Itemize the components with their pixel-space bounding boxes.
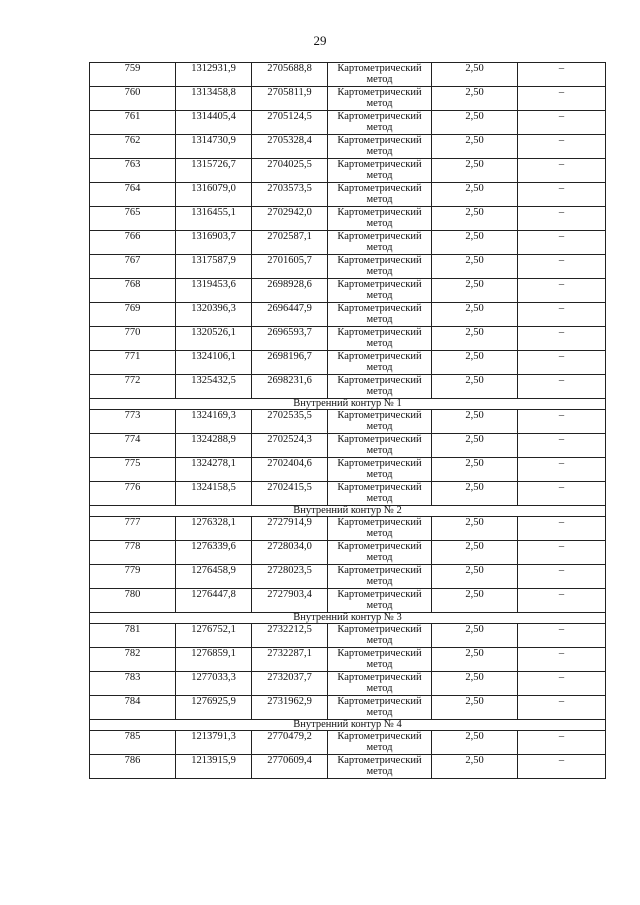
table-row: [90, 63, 606, 87]
description-cell: –: [518, 672, 606, 696]
table-row: [90, 731, 606, 755]
method-cell: Картометрический метод: [328, 410, 432, 434]
table-row: [90, 159, 606, 183]
method-cell: Картометрический метод: [328, 458, 432, 482]
contour-label: Внутренний контур № 1: [90, 399, 606, 410]
description-cell: –: [518, 482, 606, 506]
table-row: [90, 279, 606, 303]
x-coordinate-cell: 1312931,9: [176, 63, 252, 87]
method-cell: Картометрический метод: [328, 87, 432, 111]
y-coordinate-cell: 2702404,6: [252, 458, 328, 482]
point-number-cell: 786: [90, 755, 176, 779]
y-coordinate-cell: 2770609,4: [252, 755, 328, 779]
table-row: [90, 517, 606, 541]
table-row: [90, 327, 606, 351]
x-coordinate-cell: 1314405,4: [176, 111, 252, 135]
description-cell: –: [518, 410, 606, 434]
method-cell: Картометрический метод: [328, 624, 432, 648]
y-coordinate-cell: 2731962,9: [252, 696, 328, 720]
accuracy-cell: 2,50: [432, 207, 518, 231]
x-coordinate-cell: 1316903,7: [176, 231, 252, 255]
coordinates-table: [89, 62, 606, 779]
table-row: [90, 207, 606, 231]
table-row: [90, 434, 606, 458]
x-coordinate-cell: 1276859,1: [176, 648, 252, 672]
y-coordinate-cell: 2702942,0: [252, 207, 328, 231]
point-number-cell: 759: [90, 63, 176, 87]
accuracy-cell: 2,50: [432, 183, 518, 207]
method-cell: Картометрический метод: [328, 231, 432, 255]
y-coordinate-cell: 2705811,9: [252, 87, 328, 111]
description-cell: –: [518, 207, 606, 231]
x-coordinate-cell: 1325432,5: [176, 375, 252, 399]
y-coordinate-cell: 2732212,5: [252, 624, 328, 648]
method-cell: Картометрический метод: [328, 517, 432, 541]
accuracy-cell: 2,50: [432, 482, 518, 506]
method-cell: Картометрический метод: [328, 482, 432, 506]
description-cell: –: [518, 696, 606, 720]
table-row: [90, 696, 606, 720]
contour-header-row: [90, 506, 606, 517]
y-coordinate-cell: 2698231,6: [252, 375, 328, 399]
point-number-cell: 781: [90, 624, 176, 648]
description-cell: –: [518, 255, 606, 279]
point-number-cell: 762: [90, 135, 176, 159]
point-number-cell: 766: [90, 231, 176, 255]
x-coordinate-cell: 1324106,1: [176, 351, 252, 375]
accuracy-cell: 2,50: [432, 231, 518, 255]
point-number-cell: 780: [90, 589, 176, 613]
y-coordinate-cell: 2696447,9: [252, 303, 328, 327]
x-coordinate-cell: 1324158,5: [176, 482, 252, 506]
point-number-cell: 779: [90, 565, 176, 589]
accuracy-cell: 2,50: [432, 541, 518, 565]
description-cell: –: [518, 327, 606, 351]
point-number-cell: 783: [90, 672, 176, 696]
method-cell: Картометрический метод: [328, 183, 432, 207]
point-number-cell: 765: [90, 207, 176, 231]
description-cell: –: [518, 63, 606, 87]
table-row: [90, 565, 606, 589]
y-coordinate-cell: 2702535,5: [252, 410, 328, 434]
point-number-cell: 770: [90, 327, 176, 351]
description-cell: –: [518, 159, 606, 183]
description-cell: –: [518, 375, 606, 399]
x-coordinate-cell: 1324278,1: [176, 458, 252, 482]
accuracy-cell: 2,50: [432, 63, 518, 87]
accuracy-cell: 2,50: [432, 410, 518, 434]
y-coordinate-cell: 2727903,4: [252, 589, 328, 613]
y-coordinate-cell: 2696593,7: [252, 327, 328, 351]
table-row: [90, 672, 606, 696]
x-coordinate-cell: 1320526,1: [176, 327, 252, 351]
method-cell: Картометрический метод: [328, 111, 432, 135]
contour-header-row: [90, 720, 606, 731]
accuracy-cell: 2,50: [432, 458, 518, 482]
x-coordinate-cell: 1320396,3: [176, 303, 252, 327]
description-cell: –: [518, 565, 606, 589]
x-coordinate-cell: 1277033,3: [176, 672, 252, 696]
point-number-cell: 772: [90, 375, 176, 399]
table-row: [90, 541, 606, 565]
table-row: [90, 458, 606, 482]
table-row: [90, 303, 606, 327]
method-cell: Картометрический метод: [328, 434, 432, 458]
accuracy-cell: 2,50: [432, 327, 518, 351]
method-cell: Картометрический метод: [328, 648, 432, 672]
point-number-cell: 784: [90, 696, 176, 720]
point-number-cell: 773: [90, 410, 176, 434]
accuracy-cell: 2,50: [432, 434, 518, 458]
method-cell: Картометрический метод: [328, 565, 432, 589]
table-row: [90, 231, 606, 255]
table-row: [90, 135, 606, 159]
description-cell: –: [518, 87, 606, 111]
method-cell: Картометрический метод: [328, 135, 432, 159]
contour-header-row: [90, 613, 606, 624]
y-coordinate-cell: 2703573,5: [252, 183, 328, 207]
method-cell: Картометрический метод: [328, 303, 432, 327]
accuracy-cell: 2,50: [432, 672, 518, 696]
method-cell: Картометрический метод: [328, 755, 432, 779]
point-number-cell: 785: [90, 731, 176, 755]
x-coordinate-cell: 1276925,9: [176, 696, 252, 720]
method-cell: Картометрический метод: [328, 541, 432, 565]
accuracy-cell: 2,50: [432, 135, 518, 159]
table-row: [90, 755, 606, 779]
y-coordinate-cell: 2698196,7: [252, 351, 328, 375]
point-number-cell: 760: [90, 87, 176, 111]
y-coordinate-cell: 2770479,2: [252, 731, 328, 755]
x-coordinate-cell: 1276458,9: [176, 565, 252, 589]
y-coordinate-cell: 2702587,1: [252, 231, 328, 255]
x-coordinate-cell: 1213915,9: [176, 755, 252, 779]
description-cell: –: [518, 303, 606, 327]
x-coordinate-cell: 1213791,3: [176, 731, 252, 755]
description-cell: –: [518, 589, 606, 613]
y-coordinate-cell: 2702524,3: [252, 434, 328, 458]
table-row: [90, 624, 606, 648]
description-cell: –: [518, 517, 606, 541]
accuracy-cell: 2,50: [432, 517, 518, 541]
contour-label: Внутренний контур № 3: [90, 613, 606, 624]
point-number-cell: 777: [90, 517, 176, 541]
point-number-cell: 778: [90, 541, 176, 565]
accuracy-cell: 2,50: [432, 303, 518, 327]
point-number-cell: 782: [90, 648, 176, 672]
x-coordinate-cell: 1276339,6: [176, 541, 252, 565]
method-cell: Картометрический метод: [328, 327, 432, 351]
x-coordinate-cell: 1317587,9: [176, 255, 252, 279]
accuracy-cell: 2,50: [432, 731, 518, 755]
contour-header-row: [90, 399, 606, 410]
method-cell: Картометрический метод: [328, 672, 432, 696]
point-number-cell: 761: [90, 111, 176, 135]
accuracy-cell: 2,50: [432, 279, 518, 303]
accuracy-cell: 2,50: [432, 255, 518, 279]
y-coordinate-cell: 2705328,4: [252, 135, 328, 159]
x-coordinate-cell: 1319453,6: [176, 279, 252, 303]
description-cell: –: [518, 755, 606, 779]
y-coordinate-cell: 2701605,7: [252, 255, 328, 279]
accuracy-cell: 2,50: [432, 755, 518, 779]
method-cell: Картометрический метод: [328, 375, 432, 399]
table-row: [90, 410, 606, 434]
point-number-cell: 764: [90, 183, 176, 207]
page-number: 29: [313, 33, 327, 48]
x-coordinate-cell: 1315726,7: [176, 159, 252, 183]
method-cell: Картометрический метод: [328, 589, 432, 613]
description-cell: –: [518, 624, 606, 648]
description-cell: –: [518, 648, 606, 672]
point-number-cell: 769: [90, 303, 176, 327]
description-cell: –: [518, 183, 606, 207]
x-coordinate-cell: 1276752,1: [176, 624, 252, 648]
accuracy-cell: 2,50: [432, 624, 518, 648]
table-row: [90, 375, 606, 399]
accuracy-cell: 2,50: [432, 696, 518, 720]
y-coordinate-cell: 2702415,5: [252, 482, 328, 506]
accuracy-cell: 2,50: [432, 589, 518, 613]
y-coordinate-cell: 2698928,6: [252, 279, 328, 303]
description-cell: –: [518, 541, 606, 565]
table-row: [90, 589, 606, 613]
contour-label: Внутренний контур № 2: [90, 506, 606, 517]
point-number-cell: 768: [90, 279, 176, 303]
accuracy-cell: 2,50: [432, 351, 518, 375]
method-cell: Картометрический метод: [328, 207, 432, 231]
y-coordinate-cell: 2704025,5: [252, 159, 328, 183]
contour-label: Внутренний контур № 4: [90, 720, 606, 731]
table-row: [90, 255, 606, 279]
description-cell: –: [518, 111, 606, 135]
y-coordinate-cell: 2728034,0: [252, 541, 328, 565]
point-number-cell: 774: [90, 434, 176, 458]
accuracy-cell: 2,50: [432, 111, 518, 135]
table-row: [90, 87, 606, 111]
point-number-cell: 771: [90, 351, 176, 375]
y-coordinate-cell: 2732037,7: [252, 672, 328, 696]
point-number-cell: 776: [90, 482, 176, 506]
x-coordinate-cell: 1314730,9: [176, 135, 252, 159]
point-number-cell: 767: [90, 255, 176, 279]
description-cell: –: [518, 434, 606, 458]
description-cell: –: [518, 458, 606, 482]
x-coordinate-cell: 1324288,9: [176, 434, 252, 458]
y-coordinate-cell: 2727914,9: [252, 517, 328, 541]
y-coordinate-cell: 2705124,5: [252, 111, 328, 135]
accuracy-cell: 2,50: [432, 87, 518, 111]
x-coordinate-cell: 1316079,0: [176, 183, 252, 207]
method-cell: Картометрический метод: [328, 63, 432, 87]
method-cell: Картометрический метод: [328, 255, 432, 279]
method-cell: Картометрический метод: [328, 351, 432, 375]
x-coordinate-cell: 1324169,3: [176, 410, 252, 434]
y-coordinate-cell: 2732287,1: [252, 648, 328, 672]
point-number-cell: 763: [90, 159, 176, 183]
method-cell: Картометрический метод: [328, 731, 432, 755]
y-coordinate-cell: 2728023,5: [252, 565, 328, 589]
y-coordinate-cell: 2705688,8: [252, 63, 328, 87]
x-coordinate-cell: 1316455,1: [176, 207, 252, 231]
coordinates-table-body: [90, 63, 606, 779]
x-coordinate-cell: 1276447,8: [176, 589, 252, 613]
description-cell: –: [518, 351, 606, 375]
accuracy-cell: 2,50: [432, 159, 518, 183]
table-row: [90, 351, 606, 375]
accuracy-cell: 2,50: [432, 565, 518, 589]
table-row: [90, 111, 606, 135]
accuracy-cell: 2,50: [432, 375, 518, 399]
description-cell: –: [518, 231, 606, 255]
point-number-cell: 775: [90, 458, 176, 482]
x-coordinate-cell: 1276328,1: [176, 517, 252, 541]
table-row: [90, 183, 606, 207]
method-cell: Картометрический метод: [328, 279, 432, 303]
table-row: [90, 482, 606, 506]
method-cell: Картометрический метод: [328, 696, 432, 720]
description-cell: –: [518, 279, 606, 303]
description-cell: –: [518, 135, 606, 159]
table-row: [90, 648, 606, 672]
method-cell: Картометрический метод: [328, 159, 432, 183]
description-cell: –: [518, 731, 606, 755]
x-coordinate-cell: 1313458,8: [176, 87, 252, 111]
accuracy-cell: 2,50: [432, 648, 518, 672]
